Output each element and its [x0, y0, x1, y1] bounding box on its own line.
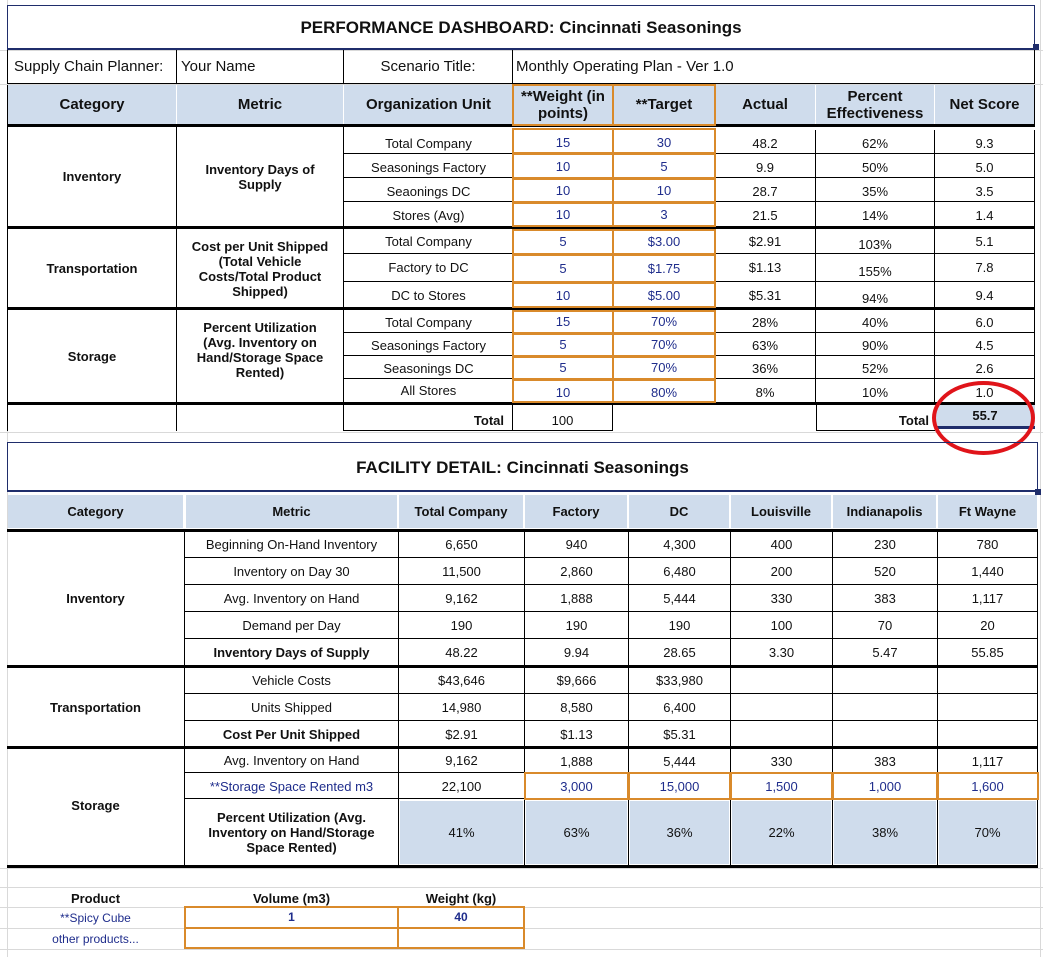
category-storage: Storage [7, 310, 177, 403]
target-input[interactable]: 70% [650, 314, 678, 329]
category-inventory: Inventory [7, 127, 177, 226]
storage-input-ft-wayne[interactable]: 1,600 [971, 779, 1004, 794]
net-score-value: 4.5 [935, 333, 1035, 356]
actual-value: 63% [715, 333, 816, 356]
weight-input[interactable]: 15 [555, 134, 571, 150]
org-unit: Factory to DC [344, 254, 513, 282]
product-volume-input[interactable]: 1 [288, 909, 295, 924]
org-unit: Total Company [344, 130, 513, 154]
value-ft-wayne: 55.85 [971, 645, 1004, 660]
org-unit: Seasonings Factory [344, 154, 513, 178]
value-dc: $5.31 [663, 726, 696, 742]
value-factory: $1.13 [560, 726, 593, 742]
net-score-value: 1.0 [935, 379, 1035, 402]
net-score-value: 5.0 [935, 154, 1035, 178]
value-factory: $9,666 [525, 668, 628, 694]
org-unit: Seasonings Factory [344, 333, 513, 356]
storage-input-indianapolis[interactable]: 1,000 [868, 779, 902, 794]
header-metric: Metric [177, 85, 344, 124]
net-score-value: 2.6 [935, 356, 1035, 379]
header-louisville: Louisville [731, 495, 831, 528]
value-factory: 8,580 [525, 695, 628, 721]
facility-metric: Inventory Days of Supply [213, 645, 370, 660]
value-louisville: 22% [732, 801, 831, 864]
actual-value: 28% [715, 310, 816, 333]
value-total-company: 14,980 [399, 695, 524, 721]
facility-metric: Vehicle Costs [185, 668, 398, 694]
effectiveness-value: 155% [816, 254, 935, 282]
storage-input-factory[interactable]: 3,000 [560, 779, 593, 794]
effectiveness-value: 40% [816, 310, 935, 333]
header-factory: Factory [525, 495, 627, 528]
header-metric: Metric [186, 495, 397, 528]
weight-input[interactable]: 5 [559, 337, 567, 352]
actual-value: 48.2 [715, 130, 816, 154]
weight-input[interactable]: 5 [559, 260, 567, 276]
header-weight: **Weight (in points) [513, 85, 613, 124]
effectiveness-value: 103% [816, 229, 935, 254]
target-input[interactable]: $5.00 [647, 287, 681, 303]
effectiveness-value: 90% [816, 333, 935, 356]
actual-value: $5.31 [715, 282, 816, 308]
header-ft-wayne: Ft Wayne [938, 495, 1037, 528]
total-row-blank [177, 405, 344, 431]
value-factory: 1,888 [525, 586, 628, 612]
weight-total-label: Total [344, 405, 513, 431]
weight-input[interactable]: 10 [555, 158, 571, 174]
weight-input[interactable]: 5 [559, 360, 567, 375]
value-ft-wayne [938, 668, 1037, 694]
value-louisville: 100 [731, 613, 832, 639]
value-ft-wayne: 20 [938, 613, 1037, 639]
facility-metric: Avg. Inventory on Hand [185, 586, 398, 612]
actual-value: 9.9 [715, 154, 816, 178]
effectiveness-value: 94% [816, 282, 935, 308]
target-input[interactable]: 30 [656, 134, 672, 150]
value-total-company: 9,162 [399, 749, 524, 773]
product-name: **Spicy Cube [60, 910, 131, 925]
value-dc: 36% [630, 801, 729, 864]
value-dc: $33,980 [629, 668, 730, 694]
effectiveness-value: 62% [816, 130, 935, 154]
product-volume-input[interactable] [185, 928, 398, 948]
value-indianapolis: 5.47 [872, 645, 898, 660]
net-score-value: 5.1 [935, 229, 1035, 254]
actual-value: $1.13 [715, 254, 816, 282]
product-weight-input[interactable] [398, 928, 524, 948]
value-louisville: 3.30 [768, 645, 795, 660]
target-input[interactable]: 10 [656, 182, 672, 198]
header-indianapolis: Indianapolis [833, 495, 936, 528]
metric-inventory-days: Inventory Days of Supply [177, 127, 344, 226]
facility-metric: Demand per Day [185, 613, 398, 639]
net-score-value: 9.4 [935, 282, 1035, 308]
net-score-value: 6.0 [935, 310, 1035, 333]
facility-metric: Percent Utilization (Avg. Inventory on Hand/Storage Space Rented) [208, 810, 375, 855]
org-unit: All Stores [400, 383, 457, 398]
net-score-total: 55.7 [935, 405, 1035, 429]
org-unit: Total Company [344, 229, 513, 254]
weight-input[interactable]: 10 [555, 287, 571, 303]
value-factory: 190 [525, 613, 628, 639]
target-input[interactable]: 3 [660, 206, 668, 222]
weight-header: Weight (kg) [425, 890, 497, 906]
value-louisville: 330 [770, 753, 793, 769]
facility-metric: Avg. Inventory on Hand [185, 749, 398, 773]
value-indianapolis: 383 [874, 753, 896, 769]
value-factory: 2,860 [525, 559, 628, 585]
target-input[interactable]: $1.75 [647, 260, 681, 276]
total-row-blank [7, 405, 177, 431]
facility-category-storage: Storage [71, 797, 120, 813]
value-indianapolis: 383 [833, 586, 937, 612]
value-indianapolis [833, 668, 937, 694]
product-header: Product [70, 890, 121, 906]
value-louisville: 200 [731, 559, 832, 585]
volume-header: Volume (m3) [252, 890, 331, 906]
storage-input-louisville[interactable]: 1,500 [765, 779, 798, 794]
effectiveness-value: 10% [816, 379, 935, 402]
planner-name-field[interactable]: Your Name [177, 50, 344, 84]
value-factory: 1,888 [560, 753, 593, 769]
value-indianapolis: 38% [834, 801, 936, 864]
target-input[interactable]: $3.00 [647, 234, 681, 249]
weight-total-value: 100 [513, 405, 613, 431]
value-indianapolis: 70 [833, 613, 937, 639]
value-dc: 28.65 [663, 645, 696, 660]
facility-category-inventory: Inventory [66, 591, 125, 606]
value-louisville [731, 722, 832, 746]
value-total-company: 9,162 [399, 586, 524, 612]
org-unit: Total Company [344, 310, 513, 333]
weight-input[interactable]: 10 [555, 182, 571, 198]
facility-title: FACILITY DETAIL: Cincinnati Seasonings [7, 442, 1038, 492]
header-actual: Actual [715, 85, 816, 124]
net-total-label: Total [816, 405, 935, 431]
value-ft-wayne: 1,117 [971, 753, 1004, 769]
header-effectiveness: Percent Effectiveness [816, 85, 935, 124]
weight-input[interactable]: 15 [555, 314, 571, 329]
value-total-company: 48.22 [445, 645, 478, 660]
storage-input-dc[interactable]: 15,000 [659, 779, 700, 794]
header-dc: DC [629, 495, 729, 528]
effectiveness-value: 14% [816, 202, 935, 226]
org-unit: Seaonings DC [344, 178, 513, 202]
target-input[interactable]: 80% [650, 385, 678, 400]
scenario-title-field[interactable]: Monthly Operating Plan - Ver 1.0 [513, 50, 1035, 84]
value-total-company: 41% [400, 801, 523, 864]
value-ft-wayne: 70% [939, 801, 1036, 864]
value-factory: 63% [526, 801, 627, 864]
value-ft-wayne: 1,440 [938, 559, 1037, 585]
effectiveness-value: 52% [816, 356, 935, 379]
facility-metric: **Storage Space Rented m3 [185, 774, 398, 799]
header-total-company: Total Company [399, 495, 523, 528]
value-factory: 940 [525, 532, 628, 558]
target-input[interactable]: 5 [660, 158, 668, 174]
actual-value: 28.7 [715, 178, 816, 202]
facility-metric: Cost Per Unit Shipped [222, 726, 361, 742]
product-name: other products... [52, 931, 139, 946]
scenario-label: Scenario Title: [344, 50, 513, 84]
net-score-value: 9.3 [935, 130, 1035, 154]
value-total-company: 22,100 [399, 774, 524, 799]
value-total-company: 6,650 [399, 532, 524, 558]
actual-value: $2.91 [715, 229, 816, 254]
org-unit: DC to Stores [391, 287, 466, 303]
net-score-value: 7.8 [935, 254, 1035, 282]
value-ft-wayne [938, 722, 1037, 746]
value-louisville: 400 [731, 532, 832, 558]
org-unit: Stores (Avg) [392, 207, 465, 223]
value-ft-wayne: 1,117 [938, 586, 1037, 612]
value-dc: 6,480 [629, 559, 730, 585]
value-louisville [731, 695, 832, 721]
value-louisville [731, 668, 832, 694]
net-score-value: 3.5 [935, 178, 1035, 202]
value-indianapolis: 230 [833, 532, 937, 558]
planner-label: Supply Chain Planner: [7, 50, 177, 84]
header-category: Category [7, 85, 177, 124]
header-target: **Target [613, 85, 715, 124]
target-input[interactable]: 70% [650, 337, 678, 352]
value-total-company: 190 [399, 613, 524, 639]
org-unit: Seasonings DC [344, 356, 513, 379]
header-category: Category [8, 495, 183, 528]
value-ft-wayne: 780 [938, 532, 1037, 558]
dashboard-title: PERFORMANCE DASHBOARD: Cincinnati Seasonings [7, 5, 1035, 50]
header-net-score: Net Score [935, 85, 1035, 124]
value-ft-wayne [938, 695, 1037, 721]
metric-percent-utilization: Percent Utilization (Avg. Inventory on Hand/Storage Space Rented) [177, 310, 344, 403]
facility-metric: Units Shipped [185, 695, 398, 721]
value-louisville: 330 [731, 586, 832, 612]
weight-input[interactable]: 10 [555, 385, 571, 400]
category-transportation: Transportation [7, 229, 177, 308]
value-total-company: 11,500 [399, 559, 524, 585]
value-dc: 190 [629, 613, 730, 639]
value-total-company: $2.91 [445, 726, 478, 742]
metric-cost-per-unit: Cost per Unit Shipped (Total Vehicle Costs/Total Product Shipped) [177, 229, 344, 308]
effectiveness-value: 35% [816, 178, 935, 202]
value-factory: 9.94 [563, 645, 590, 660]
actual-value: 36% [715, 356, 816, 379]
facility-metric: Inventory on Day 30 [185, 559, 398, 585]
value-dc: 5,444 [629, 586, 730, 612]
value-indianapolis [833, 695, 937, 721]
target-input[interactable]: 70% [650, 360, 678, 375]
weight-input[interactable]: 5 [559, 234, 567, 249]
value-indianapolis [833, 722, 937, 746]
value-dc: 5,444 [663, 753, 696, 769]
facility-category-transportation: Transportation [49, 699, 141, 715]
weight-input[interactable]: 10 [555, 206, 571, 222]
actual-value: 21.5 [715, 202, 816, 226]
value-dc: 4,300 [629, 532, 730, 558]
product-weight-input[interactable]: 40 [454, 909, 468, 924]
header-org-unit: Organization Unit [344, 85, 513, 124]
value-indianapolis: 520 [833, 559, 937, 585]
net-score-value: 1.4 [935, 202, 1035, 226]
actual-value: 8% [715, 379, 816, 402]
facility-metric: Beginning On-Hand Inventory [185, 532, 398, 558]
effectiveness-value: 50% [816, 154, 935, 178]
value-total-company: $43,646 [399, 668, 524, 694]
value-dc: 6,400 [629, 695, 730, 721]
